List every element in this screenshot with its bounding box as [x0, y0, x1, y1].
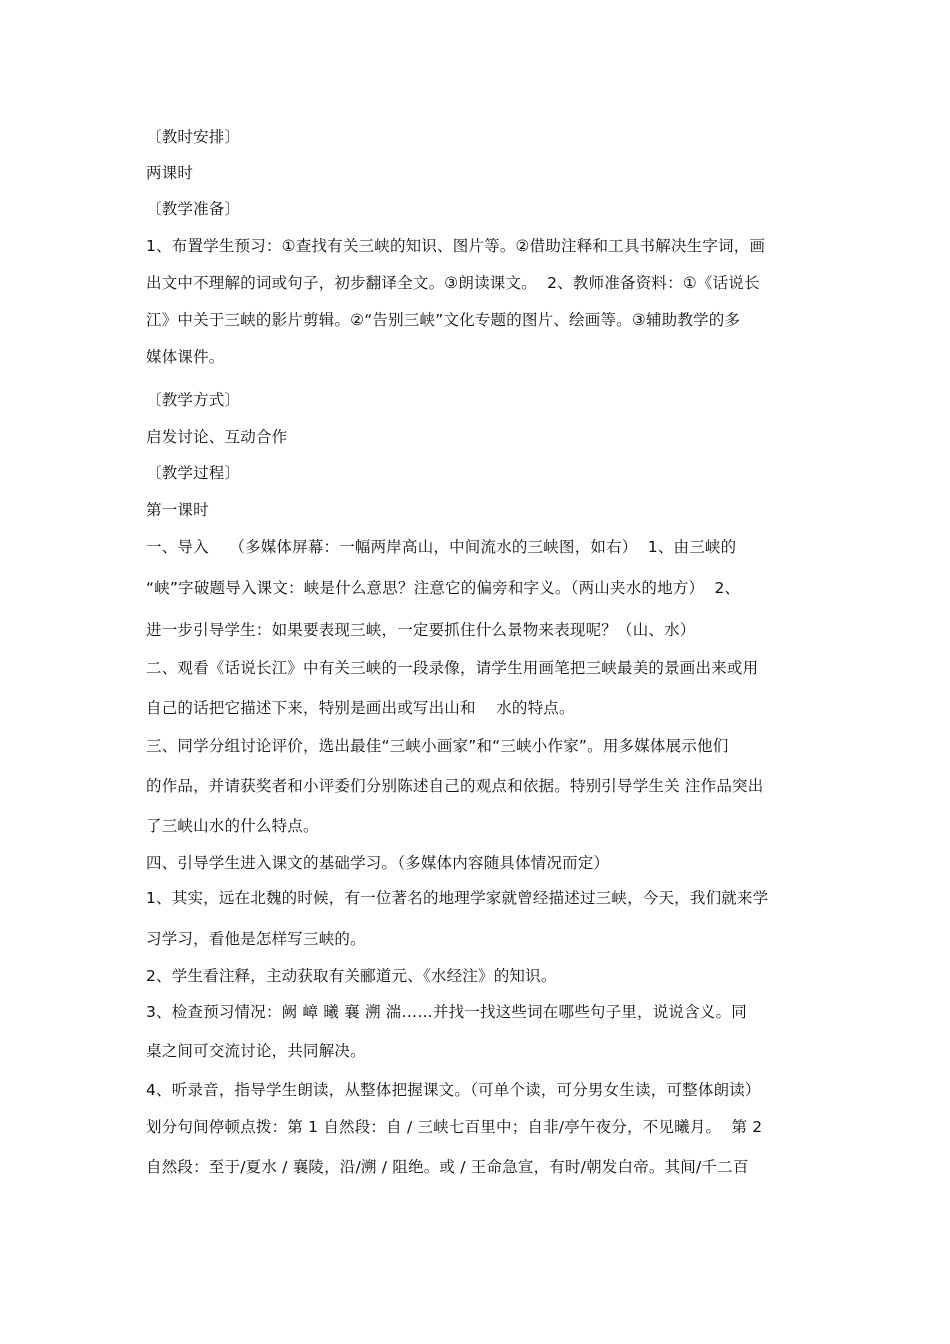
text-line: 媒体课件。 — [146, 348, 225, 366]
text-line: 了三峡山水的什么特点。 — [146, 817, 319, 835]
text-line: 划分句间停顿点拨：第 1 自然段：自 / 三峡七百里中；自非/亭午夜分，不见曦月。 第 2 — [146, 1118, 763, 1136]
text-line: 二、观看《话说长江》中有关三峡的一段录像，请学生用画笔把三峡最美的景画出来或用 — [146, 659, 759, 677]
text-line: 自己的话把它描述下来，特别是画出或写出山和 水的特点。 — [146, 699, 575, 717]
text-line: 四、引导学生进入课文的基础学习。（多媒体内容随具体情况而定） — [146, 854, 610, 872]
text-line: 启发讨论、互动合作 — [146, 428, 288, 446]
text-line: 两课时 — [146, 164, 194, 182]
section-heading-preparation: 〔教学准备〕 — [146, 200, 241, 218]
section-heading-process: 〔教学过程〕 — [146, 464, 241, 482]
text-line: 桌之间可交流讨论，共同解决。 — [146, 1042, 366, 1060]
text-line: 4、听录音，指导学生朗读，从整体把握课文。（可单个读，可分男女生读，可整体朗读） — [146, 1081, 761, 1099]
text-line: 江》中关于三峡的影片剪辑。②“告别三峡”文化专题的图片、绘画等。③辅助教学的多 — [146, 311, 741, 329]
text-line: 自然段：至于/夏水 / 襄陵，沿/溯 / 阻绝。或 / 王命急宣，有时/朝发白帝。其间/千二百 — [146, 1158, 749, 1176]
text-line: 一、导入 （多媒体屏幕：一幅两岸高山，中间流水的三峡图，如右） 1、由三峡的 — [146, 538, 737, 556]
text-line: 出文中不理解的词或句子，初步翻译全文。③朗读课文。 2、教师准备资料：①《话说长 — [146, 274, 760, 292]
text-line: 3、检查预习情况：阙 嶂 曦 襄 溯 湍……并找一找这些词在哪些句子里，说说含义。同 — [146, 1003, 747, 1021]
text-line: 2、学生看注释，主动获取有关郦道元、《水经注》的知识。 — [146, 967, 557, 985]
text-line: 习学习，看他是怎样写三峡的。 — [146, 930, 366, 948]
text-line: 1、其实，远在北魏的时候，有一位著名的地理学家就曾经描述过三峡，今天，我们就来学 — [146, 889, 769, 907]
text-line: 1、布置学生预习：①查找有关三峡的知识、图片等。②借助注释和工具书解决生字词，画 — [146, 237, 766, 255]
text-line: 的作品，并请获奖者和小评委们分别陈述自己的观点和依据。特别引导学生关 注作品突出 — [146, 777, 764, 795]
section-heading-schedule: 〔教时安排〕 — [146, 128, 241, 146]
section-heading-method: 〔教学方式〕 — [146, 391, 241, 409]
text-line: 三、同学分组讨论评价，选出最佳“三峡小画家”和“三峡小作家”。用多媒体展示他们 — [146, 737, 729, 755]
text-line: “峡”字破题导入课文：峡是什么意思？注意它的偏旁和字义。（两山夹水的地方） 2、 — [146, 579, 741, 597]
text-line: 进一步引导学生：如果要表现三峡，一定要抓住什么景物来表现呢？（山、水） — [146, 621, 696, 639]
text-line: 第一课时 — [146, 501, 209, 519]
